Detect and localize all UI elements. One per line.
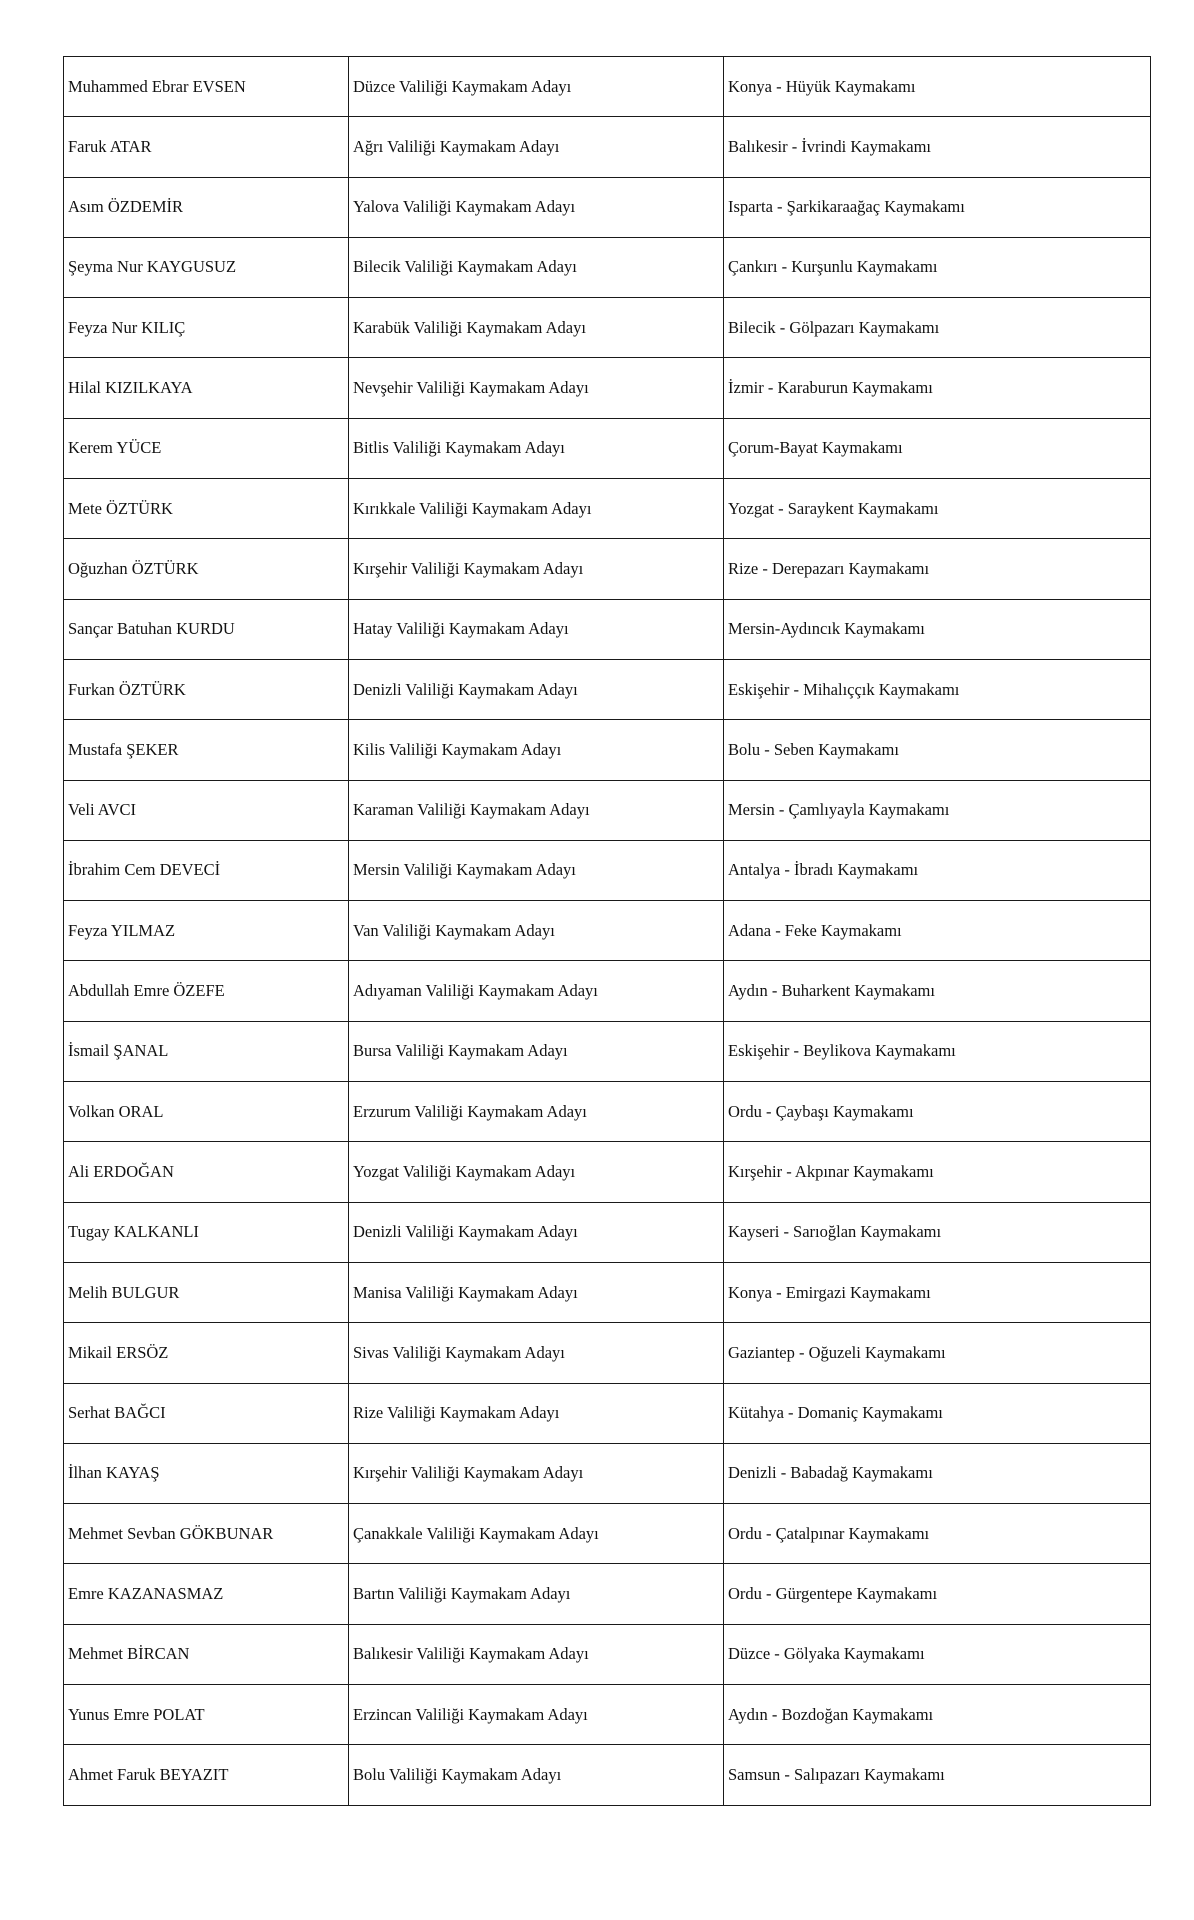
- district-cell: Mersin-Aydıncık Kaymakamı: [724, 599, 1151, 659]
- table-row: [64, 1443, 1151, 1503]
- district-cell: Samsun - Salıpazarı Kaymakamı: [724, 1745, 1151, 1805]
- name-cell: Feyza YILMAZ: [64, 901, 349, 961]
- district-cell: Bolu - Seben Kaymakamı: [724, 720, 1151, 780]
- name-cell: İsmail ŞANAL: [64, 1021, 349, 1081]
- table-row: [64, 418, 1151, 478]
- province-cell: Bartın Valiliği Kaymakam Adayı: [349, 1564, 724, 1624]
- district-cell: Ordu - Gürgentepe Kaymakamı: [724, 1564, 1151, 1624]
- district-cell: Aydın - Bozdoğan Kaymakamı: [724, 1685, 1151, 1745]
- table-row: [64, 1624, 1151, 1684]
- table-row: [64, 1082, 1151, 1142]
- name-cell: Furkan ÖZTÜRK: [64, 659, 349, 719]
- name-cell: Yunus Emre POLAT: [64, 1685, 349, 1745]
- province-cell: Bitlis Valiliği Kaymakam Adayı: [349, 418, 724, 478]
- province-cell: Manisa Valiliği Kaymakam Adayı: [349, 1262, 724, 1322]
- district-cell: Eskişehir - Beylikova Kaymakamı: [724, 1021, 1151, 1081]
- table-row: [64, 780, 1151, 840]
- district-cell: Konya - Emirgazi Kaymakamı: [724, 1262, 1151, 1322]
- name-cell: Muhammed Ebrar EVSEN: [64, 57, 349, 117]
- district-cell: Gaziantep - Oğuzeli Kaymakamı: [724, 1323, 1151, 1383]
- table-row: [64, 1504, 1151, 1564]
- district-cell: Adana - Feke Kaymakamı: [724, 901, 1151, 961]
- district-cell: Aydın - Buharkent Kaymakamı: [724, 961, 1151, 1021]
- district-cell: Ordu - Çatalpınar Kaymakamı: [724, 1504, 1151, 1564]
- province-cell: Yozgat Valiliği Kaymakam Adayı: [349, 1142, 724, 1202]
- district-cell: Balıkesir - İvrindi Kaymakamı: [724, 117, 1151, 177]
- name-cell: Mustafa ŞEKER: [64, 720, 349, 780]
- name-cell: Kerem YÜCE: [64, 418, 349, 478]
- table-row: [64, 961, 1151, 1021]
- district-cell: İzmir - Karaburun Kaymakamı: [724, 358, 1151, 418]
- district-cell: Ordu - Çaybaşı Kaymakamı: [724, 1082, 1151, 1142]
- name-cell: Tugay KALKANLI: [64, 1202, 349, 1262]
- name-cell: Abdullah Emre ÖZEFE: [64, 961, 349, 1021]
- district-cell: Kırşehir - Akpınar Kaymakamı: [724, 1142, 1151, 1202]
- province-cell: Erzincan Valiliği Kaymakam Adayı: [349, 1685, 724, 1745]
- district-cell: Kayseri - Sarıoğlan Kaymakamı: [724, 1202, 1151, 1262]
- district-cell: Rize - Derepazarı Kaymakamı: [724, 539, 1151, 599]
- province-cell: Karabük Valiliği Kaymakam Adayı: [349, 298, 724, 358]
- appointment-table: [63, 56, 1151, 1806]
- province-cell: Kırşehir Valiliği Kaymakam Adayı: [349, 1443, 724, 1503]
- district-cell: Kütahya - Domaniç Kaymakamı: [724, 1383, 1151, 1443]
- name-cell: Feyza Nur KILIÇ: [64, 298, 349, 358]
- table-row: [64, 659, 1151, 719]
- table-row: [64, 1685, 1151, 1745]
- table-body: [64, 57, 1151, 1806]
- district-cell: Konya - Hüyük Kaymakamı: [724, 57, 1151, 117]
- province-cell: Çanakkale Valiliği Kaymakam Adayı: [349, 1504, 724, 1564]
- province-cell: Adıyaman Valiliği Kaymakam Adayı: [349, 961, 724, 1021]
- province-cell: Kilis Valiliği Kaymakam Adayı: [349, 720, 724, 780]
- name-cell: Mehmet BİRCAN: [64, 1624, 349, 1684]
- province-cell: Mersin Valiliği Kaymakam Adayı: [349, 840, 724, 900]
- name-cell: Hilal KIZILKAYA: [64, 358, 349, 418]
- district-cell: Isparta - Şarkikaraağaç Kaymakamı: [724, 177, 1151, 237]
- district-cell: Mersin - Çamlıyayla Kaymakamı: [724, 780, 1151, 840]
- province-cell: Karaman Valiliği Kaymakam Adayı: [349, 780, 724, 840]
- province-cell: Denizli Valiliği Kaymakam Adayı: [349, 659, 724, 719]
- table-row: [64, 840, 1151, 900]
- province-cell: Erzurum Valiliği Kaymakam Adayı: [349, 1082, 724, 1142]
- table-row: [64, 479, 1151, 539]
- table-row: [64, 358, 1151, 418]
- name-cell: Asım ÖZDEMİR: [64, 177, 349, 237]
- table-row: [64, 1021, 1151, 1081]
- province-cell: Balıkesir Valiliği Kaymakam Adayı: [349, 1624, 724, 1684]
- table-row: [64, 57, 1151, 117]
- province-cell: Düzce Valiliği Kaymakam Adayı: [349, 57, 724, 117]
- province-cell: Bolu Valiliği Kaymakam Adayı: [349, 1745, 724, 1805]
- table-row: [64, 117, 1151, 177]
- province-cell: Hatay Valiliği Kaymakam Adayı: [349, 599, 724, 659]
- province-cell: Denizli Valiliği Kaymakam Adayı: [349, 1202, 724, 1262]
- name-cell: Mikail ERSÖZ: [64, 1323, 349, 1383]
- table-row: [64, 599, 1151, 659]
- table-row: [64, 901, 1151, 961]
- table-row: [64, 237, 1151, 297]
- province-cell: Bursa Valiliği Kaymakam Adayı: [349, 1021, 724, 1081]
- name-cell: Veli AVCI: [64, 780, 349, 840]
- province-cell: Bilecik Valiliği Kaymakam Adayı: [349, 237, 724, 297]
- province-cell: Van Valiliği Kaymakam Adayı: [349, 901, 724, 961]
- table-row: [64, 1745, 1151, 1805]
- district-cell: Düzce - Gölyaka Kaymakamı: [724, 1624, 1151, 1684]
- name-cell: Oğuzhan ÖZTÜRK: [64, 539, 349, 599]
- province-cell: Yalova Valiliği Kaymakam Adayı: [349, 177, 724, 237]
- name-cell: Şeyma Nur KAYGUSUZ: [64, 237, 349, 297]
- name-cell: Mehmet Sevban GÖKBUNAR: [64, 1504, 349, 1564]
- name-cell: Emre KAZANASMAZ: [64, 1564, 349, 1624]
- name-cell: Ahmet Faruk BEYAZIT: [64, 1745, 349, 1805]
- table-row: [64, 1262, 1151, 1322]
- table-row: [64, 177, 1151, 237]
- district-cell: Çankırı - Kurşunlu Kaymakamı: [724, 237, 1151, 297]
- name-cell: Mete ÖZTÜRK: [64, 479, 349, 539]
- name-cell: Faruk ATAR: [64, 117, 349, 177]
- table-row: [64, 1383, 1151, 1443]
- name-cell: Sançar Batuhan KURDU: [64, 599, 349, 659]
- name-cell: Melih BULGUR: [64, 1262, 349, 1322]
- province-cell: Nevşehir Valiliği Kaymakam Adayı: [349, 358, 724, 418]
- table-row: [64, 1323, 1151, 1383]
- district-cell: Çorum-Bayat Kaymakamı: [724, 418, 1151, 478]
- name-cell: İbrahim Cem DEVECİ: [64, 840, 349, 900]
- province-cell: Sivas Valiliği Kaymakam Adayı: [349, 1323, 724, 1383]
- name-cell: Volkan ORAL: [64, 1082, 349, 1142]
- name-cell: Ali ERDOĞAN: [64, 1142, 349, 1202]
- district-cell: Eskişehir - Mihalıççık Kaymakamı: [724, 659, 1151, 719]
- province-cell: Ağrı Valiliği Kaymakam Adayı: [349, 117, 724, 177]
- district-cell: Denizli - Babadağ Kaymakamı: [724, 1443, 1151, 1503]
- name-cell: İlhan KAYAŞ: [64, 1443, 349, 1503]
- province-cell: Kırşehir Valiliği Kaymakam Adayı: [349, 539, 724, 599]
- table-row: [64, 539, 1151, 599]
- table-row: [64, 298, 1151, 358]
- table-row: [64, 720, 1151, 780]
- district-cell: Antalya - İbradı Kaymakamı: [724, 840, 1151, 900]
- district-cell: Yozgat - Saraykent Kaymakamı: [724, 479, 1151, 539]
- table-row: [64, 1564, 1151, 1624]
- table-row: [64, 1202, 1151, 1262]
- province-cell: Kırıkkale Valiliği Kaymakam Adayı: [349, 479, 724, 539]
- table-row: [64, 1142, 1151, 1202]
- province-cell: Rize Valiliği Kaymakam Adayı: [349, 1383, 724, 1443]
- name-cell: Serhat BAĞCI: [64, 1383, 349, 1443]
- district-cell: Bilecik - Gölpazarı Kaymakamı: [724, 298, 1151, 358]
